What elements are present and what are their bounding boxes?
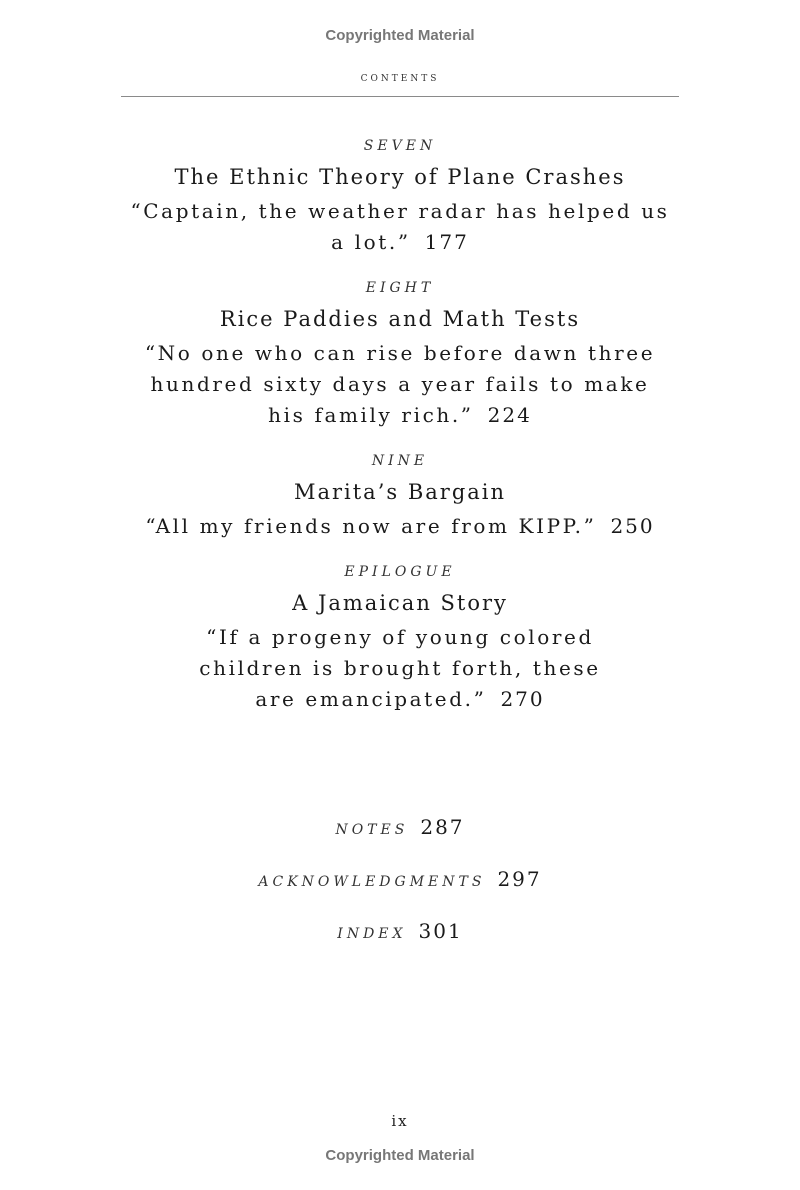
toc-entry-eight[interactable] xyxy=(0,280,800,431)
chapter-title: Marita’s Bargain xyxy=(293,480,507,504)
back-matter xyxy=(0,812,800,968)
toc-entry-seven[interactable] xyxy=(0,138,800,258)
chapter-title: A Jamaican Story xyxy=(292,591,508,615)
chapter-title: The Ethnic Theory of Plane Crashes xyxy=(174,165,626,189)
toc-entry-epilogue[interactable] xyxy=(0,564,800,715)
watermark-top: Copyrighted Material xyxy=(325,27,475,44)
chapter-number: EPILOGUE xyxy=(344,564,456,580)
toc-entry-nine[interactable] xyxy=(0,453,800,542)
header-rule xyxy=(121,96,679,97)
toc-entry-acknowledgments[interactable] xyxy=(0,864,800,916)
chapter-quote xyxy=(90,511,710,542)
chapter-page-number: 270 xyxy=(500,687,545,711)
chapter-quote-text: “Captain, the weather radar has helped us a lot.” xyxy=(130,199,670,254)
back-matter-label: INDEX xyxy=(337,926,407,942)
back-matter-page: 301 xyxy=(418,919,463,943)
toc-entry-notes[interactable] xyxy=(0,812,800,864)
back-matter-page: 297 xyxy=(497,867,542,891)
chapter-page-number: 224 xyxy=(487,403,532,427)
chapter-quote-text: “No one who can rise before dawn three hundred sixty days a year fails to make his family rich.” xyxy=(144,341,656,427)
chapter-number: SEVEN xyxy=(363,138,437,154)
page-folio: ix xyxy=(391,1112,409,1130)
chapter-number: EIGHT xyxy=(365,280,435,296)
chapter-quote-text: “All my friends now are from KIPP.” xyxy=(145,514,597,538)
back-matter-label: NOTES xyxy=(335,822,409,838)
back-matter-page: 287 xyxy=(420,815,465,839)
chapter-title: Rice Paddies and Math Tests xyxy=(219,307,581,331)
toc-entry-index[interactable] xyxy=(0,916,800,968)
table-of-contents xyxy=(0,138,800,737)
running-head: contents xyxy=(360,70,440,85)
chapter-quote xyxy=(130,338,670,431)
chapter-quote xyxy=(120,196,680,258)
back-matter-label: ACKNOWLEDGMENTS xyxy=(258,874,486,890)
chapter-page-number: 250 xyxy=(610,514,655,538)
chapter-quote-text: “If a progeny of young colored children is brought forth, these are emancipated.” xyxy=(199,625,601,711)
chapter-page-number: 177 xyxy=(424,230,469,254)
chapter-number: NINE xyxy=(371,453,429,469)
chapter-quote xyxy=(180,622,620,715)
watermark-bottom: Copyrighted Material xyxy=(325,1147,475,1164)
